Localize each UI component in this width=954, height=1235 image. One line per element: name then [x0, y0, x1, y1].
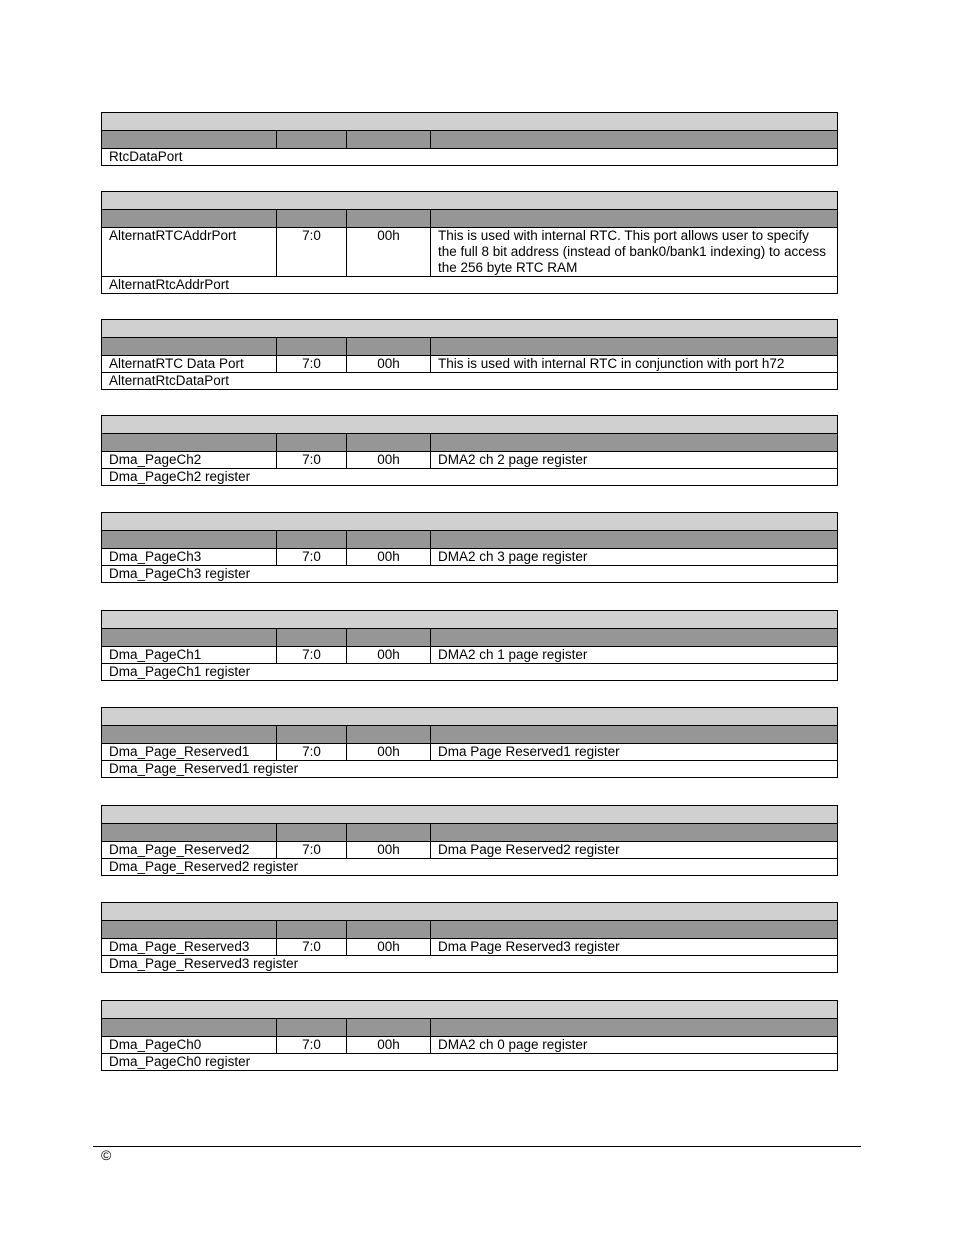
- table-header-row: [102, 726, 837, 744]
- register-default: 00h: [347, 744, 431, 760]
- table-title-bar: [102, 806, 837, 824]
- register-description: DMA2 ch 3 page register: [438, 549, 588, 564]
- table-header-row: [102, 629, 837, 647]
- table-title-bar: [102, 1001, 837, 1019]
- register-bits: 7:0: [277, 1037, 347, 1053]
- register-bits: 7:0: [277, 842, 347, 858]
- table-footer-label: Dma_PageCh0 register: [109, 1054, 251, 1069]
- table-row: [102, 939, 837, 956]
- table-header-row: [102, 338, 837, 356]
- register-table: [101, 415, 838, 486]
- register-name: Dma_PageCh3: [102, 549, 277, 565]
- table-footer-label: AlternatRtcDataPort: [109, 373, 230, 388]
- register-description: DMA2 ch 0 page register: [438, 1037, 588, 1052]
- register-description: DMA2 ch 2 page register: [438, 452, 588, 467]
- register-name: Dma_PageCh0: [102, 1037, 277, 1053]
- table-row: [102, 452, 837, 469]
- table-row: [102, 1037, 837, 1054]
- table-row: [102, 842, 837, 859]
- register-name: AlternatRTC Data Port: [102, 356, 277, 372]
- register-name: Dma_PageCh2: [102, 452, 277, 468]
- table-header-row: [102, 434, 837, 452]
- register-default: 00h: [347, 939, 431, 955]
- register-default: 00h: [347, 356, 431, 372]
- footer-divider: [93, 1146, 861, 1147]
- table-row: [102, 356, 837, 373]
- register-table: [101, 512, 838, 583]
- table-footer-label: Dma_Page_Reserved3 register: [109, 956, 299, 971]
- table-title-bar: [102, 611, 837, 629]
- table-title-bar: [102, 903, 837, 921]
- register-table: [101, 610, 838, 681]
- table-header-row: [102, 824, 837, 842]
- register-name: Dma_Page_Reserved2: [102, 842, 277, 858]
- register-default: 00h: [347, 549, 431, 565]
- register-bits: 7:0: [277, 549, 347, 565]
- register-bits: 7:0: [277, 452, 347, 468]
- table-row: [102, 744, 837, 761]
- table-title-bar: [102, 192, 837, 210]
- register-table: [101, 112, 838, 166]
- register-table: [101, 902, 838, 973]
- register-bits: 7:0: [277, 356, 347, 372]
- register-description: This is used with internal RTC. This port allows user to specify the full 8 bit address (instead of bank0/bank1 indexing) to access the 256 byte RTC RAM: [438, 228, 826, 275]
- table-header-row: [102, 131, 837, 149]
- table-header-row: [102, 921, 837, 939]
- table-header-row: [102, 1019, 837, 1037]
- table-footer-label: Dma_Page_Reserved2 register: [109, 859, 299, 874]
- register-default: 00h: [347, 647, 431, 663]
- table-footer-label: Dma_PageCh3 register: [109, 566, 251, 581]
- table-title-bar: [102, 320, 837, 338]
- table-row: [102, 549, 837, 566]
- table-row: [102, 647, 837, 664]
- table-header-row: [102, 531, 837, 549]
- table-footer-label: RtcDataPort: [109, 149, 183, 164]
- register-description: DMA2 ch 1 page register: [438, 647, 588, 662]
- table-row: [102, 228, 837, 277]
- register-default: 00h: [347, 1037, 431, 1053]
- register-table: [101, 805, 838, 876]
- register-name: Dma_Page_Reserved1: [102, 744, 277, 760]
- register-name: Dma_Page_Reserved3: [102, 939, 277, 955]
- table-title-bar: [102, 708, 837, 726]
- register-default: 00h: [347, 842, 431, 858]
- register-name: Dma_PageCh1: [102, 647, 277, 663]
- table-title-bar: [102, 416, 837, 434]
- copyright-mark: ©: [101, 1147, 112, 1163]
- register-name: AlternatRTCAddrPort: [102, 228, 277, 276]
- register-default: 00h: [347, 228, 431, 276]
- register-default: 00h: [347, 452, 431, 468]
- table-title-bar: [102, 513, 837, 531]
- register-bits: 7:0: [277, 939, 347, 955]
- register-table: [101, 319, 838, 390]
- register-bits: 7:0: [277, 647, 347, 663]
- table-footer-label: AlternatRtcAddrPort: [109, 277, 230, 292]
- table-header-row: [102, 210, 837, 228]
- register-table: [101, 707, 838, 778]
- register-description: Dma Page Reserved2 register: [438, 842, 620, 857]
- table-footer-label: Dma_PageCh1 register: [109, 664, 251, 679]
- table-footer-label: Dma_Page_Reserved1 register: [109, 761, 299, 776]
- register-description: Dma Page Reserved1 register: [438, 744, 620, 759]
- register-description: This is used with internal RTC in conjunction with port h72: [438, 356, 785, 371]
- register-table: [101, 1000, 838, 1071]
- table-title-bar: [102, 113, 837, 131]
- register-bits: 7:0: [277, 228, 347, 276]
- table-footer-label: Dma_PageCh2 register: [109, 469, 251, 484]
- register-bits: 7:0: [277, 744, 347, 760]
- register-table: [101, 191, 838, 294]
- register-description: Dma Page Reserved3 register: [438, 939, 620, 954]
